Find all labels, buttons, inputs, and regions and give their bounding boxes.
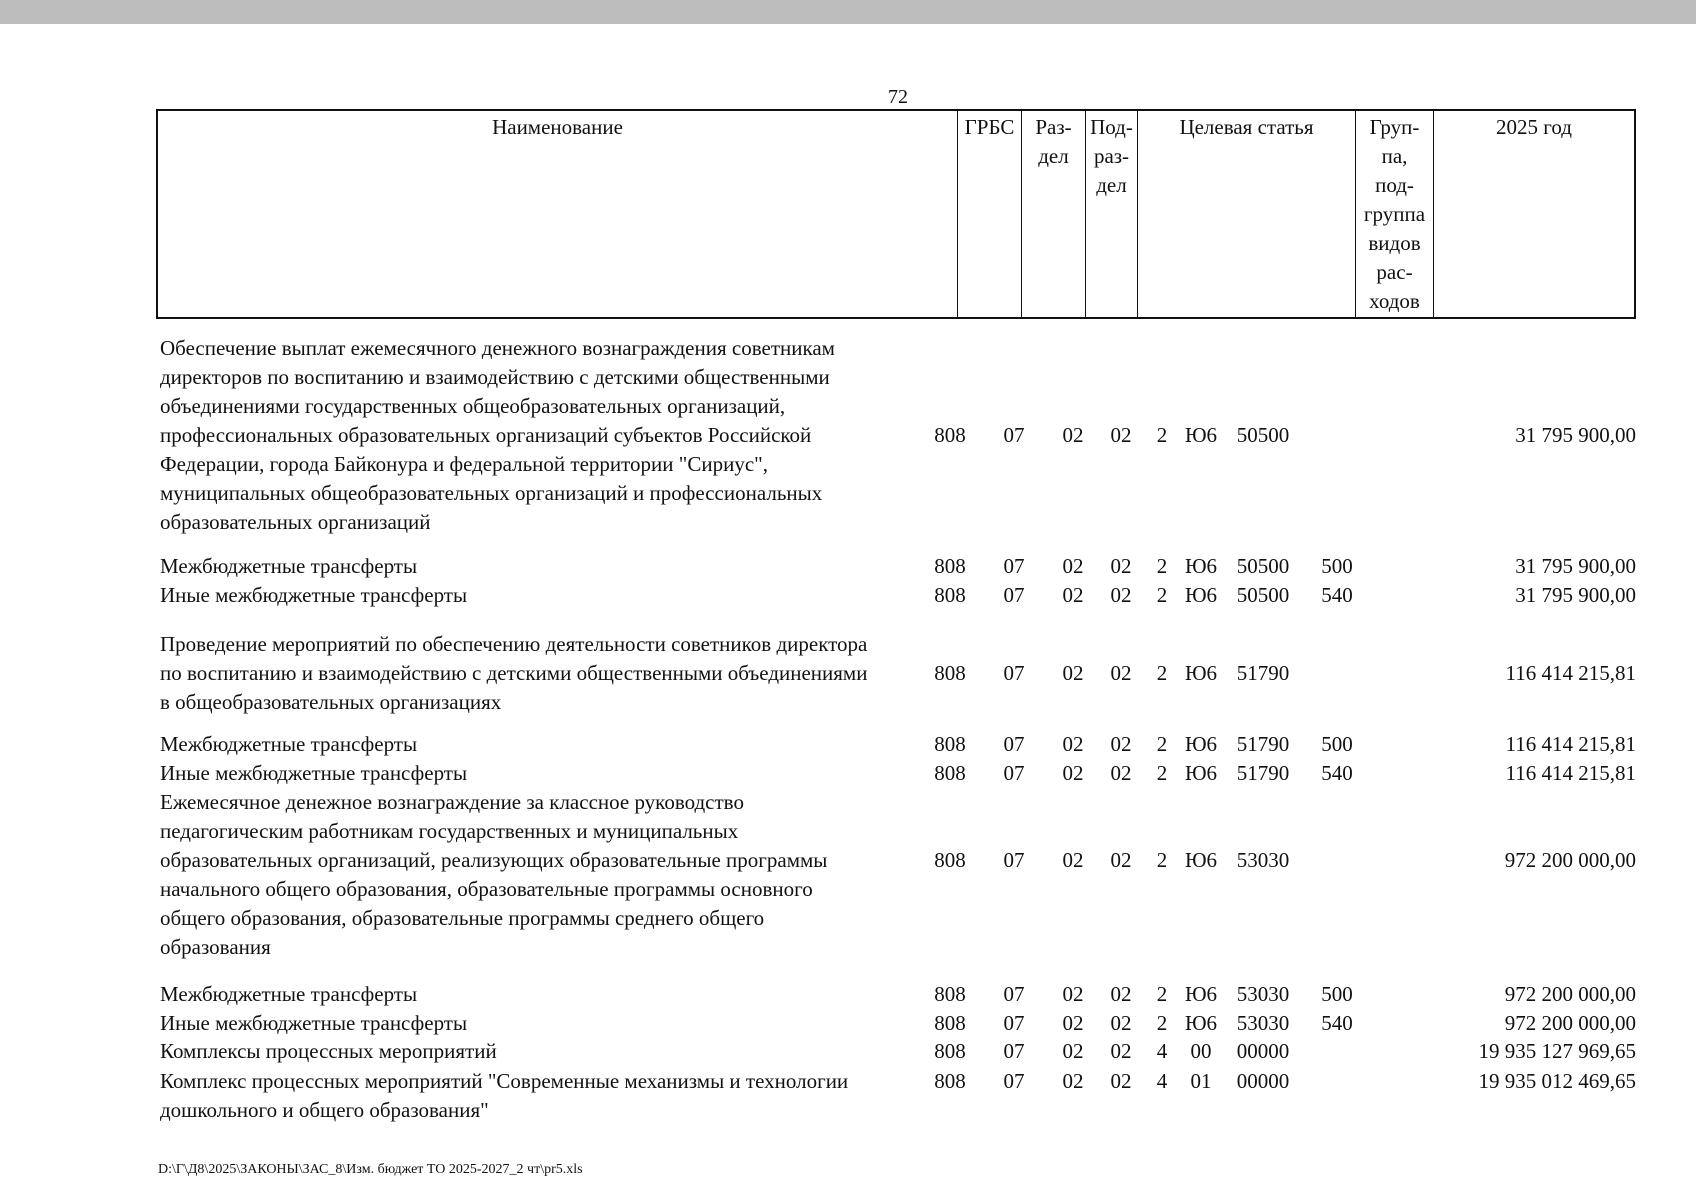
row-target-direction: 00000	[1236, 1069, 1290, 1093]
row-podrazdel: 02	[1062, 982, 1084, 1006]
row-grbs: 808	[934, 761, 966, 785]
row-amount-2025: 19 935 127 969,65	[1478, 1039, 1636, 1063]
row-name: Иные межбюджетные трансферты	[160, 583, 468, 607]
row-amount-2025: 31 795 900,00	[1515, 423, 1636, 447]
row-name: Межбюджетные трансферты	[160, 554, 418, 578]
row-grbs: 808	[934, 554, 966, 578]
row-razdel: 07	[1003, 982, 1025, 1006]
row-amount-2025: 972 200 000,00	[1504, 1011, 1636, 1035]
row-grbs: 808	[934, 1039, 966, 1063]
row-podrazdel: 02	[1062, 761, 1084, 785]
header-name: Наименование	[158, 111, 958, 317]
row-podrazdel: 02	[1062, 583, 1084, 607]
row-target-direction: 51790	[1236, 761, 1290, 785]
row-target-type: 2	[1156, 661, 1168, 685]
row-name: Иные межбюджетные трансферты	[160, 761, 468, 785]
row-razdel: 07	[1003, 761, 1025, 785]
row-target-type: 2	[1156, 423, 1168, 447]
row-grbs: 808	[934, 583, 966, 607]
row-podrazdel: 02	[1062, 732, 1084, 756]
row-podrazdel: 02	[1062, 848, 1084, 872]
row-target-program: 02	[1110, 761, 1132, 785]
row-razdel: 07	[1003, 554, 1025, 578]
row-grbs: 808	[934, 423, 966, 447]
row-target-direction: 50500	[1236, 423, 1290, 447]
header-grbs: ГРБС	[958, 111, 1022, 317]
row-razdel: 07	[1003, 423, 1025, 447]
row-target-project: Ю6	[1184, 423, 1218, 447]
row-target-direction: 50500	[1236, 554, 1290, 578]
row-target-program: 02	[1110, 1069, 1132, 1093]
row-amount-2025: 972 200 000,00	[1504, 982, 1636, 1006]
row-target-type: 2	[1156, 1011, 1168, 1035]
table-header	[156, 109, 1636, 319]
row-razdel: 07	[1003, 1069, 1025, 1093]
row-target-program: 02	[1110, 583, 1132, 607]
row-expense-group: 540	[1321, 583, 1353, 607]
row-target-project: Ю6	[1184, 661, 1218, 685]
row-target-program: 02	[1110, 554, 1132, 578]
row-grbs: 808	[934, 661, 966, 685]
row-target-project: Ю6	[1184, 1011, 1218, 1035]
row-amount-2025: 116 414 215,81	[1505, 732, 1636, 756]
row-amount-2025: 116 414 215,81	[1505, 761, 1636, 785]
row-grbs: 808	[934, 1011, 966, 1035]
row-grbs: 808	[934, 732, 966, 756]
row-podrazdel: 02	[1062, 1069, 1084, 1093]
row-target-project: Ю6	[1184, 848, 1218, 872]
row-target-direction: 53030	[1236, 1011, 1290, 1035]
row-target-program: 02	[1110, 423, 1132, 447]
page-number: 72	[888, 86, 908, 108]
row-target-program: 02	[1110, 732, 1132, 756]
row-target-project: Ю6	[1184, 732, 1218, 756]
row-target-type: 2	[1156, 554, 1168, 578]
row-target-type: 2	[1156, 848, 1168, 872]
row-target-direction: 53030	[1236, 848, 1290, 872]
row-target-type: 2	[1156, 982, 1168, 1006]
row-target-project: Ю6	[1184, 554, 1218, 578]
row-razdel: 07	[1003, 848, 1025, 872]
row-amount-2025: 19 935 012 469,65	[1478, 1069, 1636, 1093]
row-target-direction: 51790	[1236, 732, 1290, 756]
row-razdel: 07	[1003, 583, 1025, 607]
row-target-program: 02	[1110, 848, 1132, 872]
row-name: Комплекс процессных мероприятий "Современные механизмы и технологии дошкольного и общего образования"	[160, 1069, 849, 1122]
row-target-program: 02	[1110, 1011, 1132, 1035]
row-target-project: 00	[1190, 1039, 1212, 1063]
row-amount-2025: 31 795 900,00	[1515, 583, 1636, 607]
row-target-project: Ю6	[1184, 761, 1218, 785]
row-razdel: 07	[1003, 661, 1025, 685]
row-name: Иные межбюджетные трансферты	[160, 1011, 468, 1035]
row-amount-2025: 972 200 000,00	[1504, 848, 1636, 872]
row-target-program: 02	[1110, 661, 1132, 685]
header-expense-group: Груп- па, под- группа видов рас- ходов	[1356, 111, 1434, 317]
header-year-2025: 2025 год	[1496, 115, 1572, 139]
row-target-type: 4	[1156, 1039, 1168, 1063]
row-target-type: 2	[1156, 732, 1168, 756]
row-razdel: 07	[1003, 1011, 1025, 1035]
row-razdel: 07	[1003, 732, 1025, 756]
row-razdel: 07	[1003, 1039, 1025, 1063]
row-grbs: 808	[934, 1069, 966, 1093]
row-target-project: Ю6	[1184, 583, 1218, 607]
row-grbs: 808	[934, 982, 966, 1006]
row-name: Комплексы процессных мероприятий	[160, 1039, 497, 1063]
row-name: Ежемесячное денежное вознаграждение за классное руководство педагогическим работникам государственных и муниципальных образовательных организаций, реализующих образовательные программы начального общего образования, образовательные программы основного общего образования, образовательные программы среднего общего образования	[160, 790, 828, 959]
row-target-program: 02	[1110, 982, 1132, 1006]
row-amount-2025: 31 795 900,00	[1515, 554, 1636, 578]
row-name: Проведение мероприятий по обеспечению деятельности советников директора по воспитанию и взаимодействию с детскими общественными объединениями в общеобразовательных организациях	[160, 632, 868, 714]
row-target-type: 4	[1156, 1069, 1168, 1093]
row-target-project: Ю6	[1184, 982, 1218, 1006]
header-razdel: Раз- дел	[1022, 111, 1086, 317]
row-target-program: 02	[1110, 1039, 1132, 1063]
row-name: Межбюджетные трансферты	[160, 982, 418, 1006]
row-target-type: 2	[1156, 583, 1168, 607]
row-podrazdel: 02	[1062, 661, 1084, 685]
row-podrazdel: 02	[1062, 423, 1084, 447]
header-podrazdel: Под- раз- дел	[1086, 111, 1138, 317]
document-page	[0, 24, 1696, 1200]
row-expense-group: 540	[1321, 761, 1353, 785]
row-target-direction: 53030	[1236, 982, 1290, 1006]
header-target-article: Целевая статья	[1138, 111, 1356, 317]
row-expense-group: 500	[1321, 732, 1353, 756]
row-name: Межбюджетные трансферты	[160, 732, 418, 756]
row-podrazdel: 02	[1062, 554, 1084, 578]
row-target-direction: 00000	[1236, 1039, 1290, 1063]
row-podrazdel: 02	[1062, 1039, 1084, 1063]
row-expense-group: 500	[1321, 554, 1353, 578]
row-amount-2025: 116 414 215,81	[1505, 661, 1636, 685]
row-target-direction: 51790	[1236, 661, 1290, 685]
row-target-project: 01	[1190, 1069, 1212, 1093]
row-expense-group: 500	[1321, 982, 1353, 1006]
row-target-direction: 50500	[1236, 583, 1290, 607]
row-podrazdel: 02	[1062, 1011, 1084, 1035]
row-target-type: 2	[1156, 761, 1168, 785]
row-grbs: 808	[934, 848, 966, 872]
file-path-footer: D:\Г\Д8\2025\ЗАКОНЫ\ЗАС_8\Изм. бюджет ТО 2025-2027_2 чт\pr5.xls	[158, 1162, 583, 1177]
row-name: Обеспечение выплат ежемесячного денежного вознаграждения советникам директоров по воспитанию и взаимодействию с детскими общественными объединениями государственных общеобразовательных организаций, профессиональных образовательных организаций субъектов Российской Федерации, города Байконура и федеральной территории "Сириус", муниципальных общеобразовательных организаций и профессиональных образовательных организаций	[160, 336, 835, 534]
row-expense-group: 540	[1321, 1011, 1353, 1035]
